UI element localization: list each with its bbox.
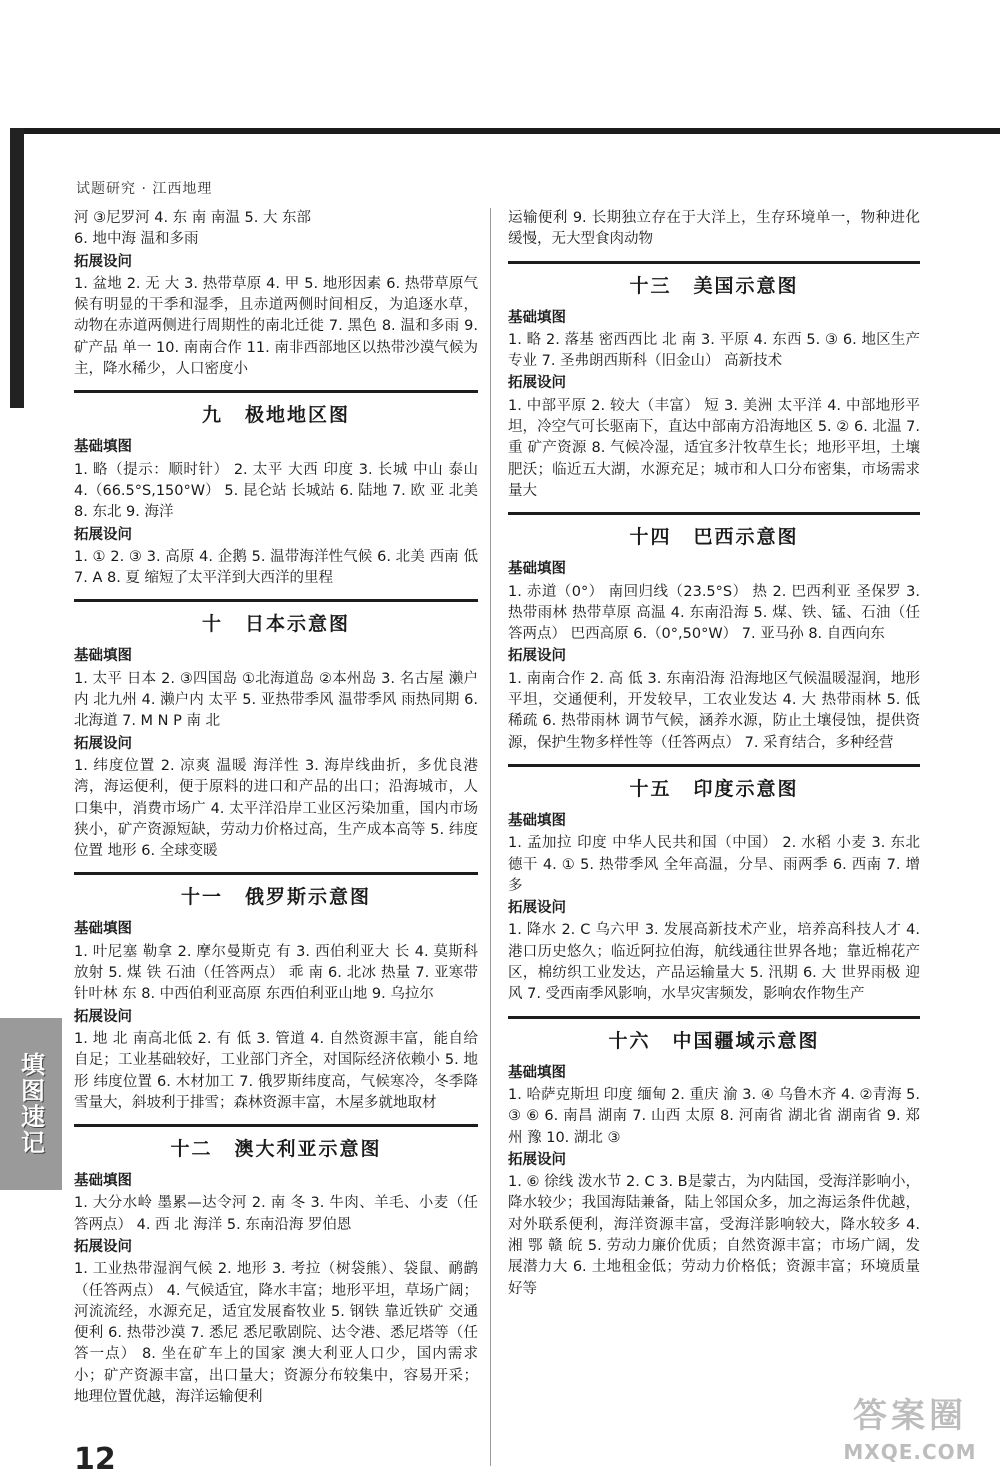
subheading-extension: 拓展设问: [74, 735, 132, 752]
section-name: 印度示意图: [693, 777, 799, 800]
answer-paragraph: 1. 纬度位置 2. 凉爽 温暖 海洋性 3. 海岸线曲折，多优良港湾，海运便利，便于原料的进口和产品的出口；沿海城市，人口集中，消费市场广 4. 太平洋沿岸工业区污染加重，国内市场狭小，矿产资源短缺，劳动力价格过高，生产成本高等 5. 纬度位置 地形 6. 全球变暖: [74, 757, 478, 860]
answer-paragraph: 1. 盆地 2. 无 大 3. 热带草原 4. 甲 5. 地形因素 6. 热带草原气候有明显的干季和湿季，且赤道两侧时间相反，为追逐水草，动物在赤道两侧进行周期性的南北迁徙 7. 黑色 8. 温和多雨 9. 矿产品 单一 10. 南南合作 11. 南非西部地区以热带沙漠气候为主，降水稀少，人口密度小: [74, 275, 478, 378]
intro-line: 运输便利 9. 长期独立存在于大洋上，生存环境单一，物种进化缓慢，无大型食肉动物: [508, 210, 920, 248]
answer-paragraph: 1. 哈萨克斯坦 印度 缅甸 2. 重庆 渝 3. ④ 乌鲁木齐 4. ②青海 5. ③ ⑥ 6. 南昌 湖南 7. 山西 太原 8. 河南省 湖北省 湖南省 9. 郑州 豫 10. 湖北 ③: [508, 1086, 920, 1146]
section-japan: [74, 599, 478, 862]
watermark-text: 答案圈: [853, 1396, 967, 1436]
section-name: 美国示意图: [693, 274, 799, 297]
intro-line: 河 ③尼罗河 4. 东 南 南温 5. 大 东部: [74, 210, 312, 226]
section-number: 十二: [170, 1138, 213, 1161]
left-column: [74, 208, 478, 1408]
subheading-basic: 基础填图: [508, 1064, 566, 1081]
answer-paragraph: 1. 中部平原 2. 较大（丰富） 短 3. 美洲 太平洋 4. 中部地形平坦，冷空气可长驱南下，直达中部南方沿海地区 5. ② 6. 北温 7. 重 矿产资源 8. 气候冷湿，适宜多汁牧草生长；地形平坦，土壤肥沃；临近五大湖，水源充足；城市和人口分布密集，市场需求量大: [508, 397, 920, 499]
side-tab: [0, 1018, 62, 1190]
section-number: 十五: [629, 777, 672, 800]
section-number: 十一: [180, 886, 223, 909]
intro-line: 6. 地中海 温和多雨: [74, 231, 199, 248]
subheading-basic: 基础填图: [508, 812, 566, 829]
subheading-extension: 拓展设问: [508, 648, 566, 665]
answer-paragraph: 1. 叶尼塞 勒拿 2. 摩尔曼斯克 有 3. 西伯利亚大 长 4. 莫斯科 放射 5. 煤 铁 石油（任答两点） 乖 南 6. 北冰 热量 7. 亚寒带针叶林 东 8. 中西伯利亚高原 东西伯利亚山地 9. 乌拉尔: [74, 943, 478, 1003]
subheading-basic: 基础填图: [508, 309, 566, 326]
section-brazil: [508, 512, 920, 754]
page-number: 12: [74, 1442, 116, 1477]
section-name: 俄罗斯示意图: [245, 886, 372, 909]
subheading-extension: 拓展设问: [74, 253, 132, 270]
section-number: 九: [201, 404, 223, 427]
answer-paragraph: 1. 赤道（0°） 南回归线（23.5°S） 热 2. 巴西利亚 圣保罗 3. 热带雨林 热带草原 高温 4. 东南沿海 5. 煤、铁、锰、石油（任答两点） 巴西高原 6.（0°,50°W） 7. 亚马孙 8. 自西向东: [508, 583, 920, 643]
section-number: 十三: [629, 274, 672, 297]
section-number: 十: [201, 613, 223, 636]
section-usa: [508, 261, 920, 503]
section-name: 日本示意图: [245, 613, 351, 636]
answer-paragraph: 1. 大分水岭 墨累—达令河 2. 南 冬 3. 牛肉、羊毛、小麦（任答两点） 4. 西 北 海洋 5. 东南沿海 罗伯恩: [74, 1195, 478, 1233]
section-name: 中国疆域示意图: [672, 1029, 820, 1052]
section-title: [74, 599, 478, 640]
answer-paragraph: 1. 南南合作 2. 高 低 3. 东南沿海 沿海地区气候温暖湿润，地形平坦，交通便利，开发较早，工农业发达 4. 大 热带雨林 5. 低 稀疏 6. 热带雨林 调节气候，涵养水源，防止土壤侵蚀，提供资源，保护生物多样性等（任答两点） 7. 采育结合，多种经营: [508, 670, 920, 751]
subheading-extension: 拓展设问: [74, 1238, 132, 1255]
answer-paragraph: 1. 降水 2. C 乌六甲 3. 发展高新技术产业，培养高科技人才 4. 港口历史悠久；临近阿拉伯海，航线通往世界各地；靠近棉花产区，棉纺织工业发达，产品运输量大 5. 汛期 6. 大 世界雨极 迎风 7. 受西南季风影响，水旱灾害频发，影响农作物生产: [508, 922, 920, 1003]
answer-paragraph: 1. 略（提示：顺时针） 2. 太平 大西 印度 3. 长城 中山 泰山 4.（66.5°S,150°W） 5. 昆仑站 长城站 6. 陆地 7. 欧 亚 北美 8. 东北 9. 海洋: [74, 461, 478, 521]
subheading-extension: 拓展设问: [74, 526, 132, 543]
answer-paragraph: 1. 地 北 南高北低 2. 有 低 3. 管道 4. 自然资源丰富，能自给自足；工业基础较好，工业部门齐全，对国际经济依赖小 5. 地形 纬度位置 6. 木材加工 7. 俄罗斯纬度高，气候寒冷，冬季降雪量大，斜坡利于排雪；森林资源丰富，木屋多就地取材: [74, 1030, 478, 1111]
subheading-basic: 基础填图: [74, 921, 132, 938]
section-india: [508, 764, 920, 1006]
subheading-extension: 拓展设问: [74, 1008, 132, 1025]
answer-paragraph: 1. 太平 日本 2. ③四国岛 ①北海道岛 ②本州岛 3. 名古屋 濑户内 北九州 4. 濑户内 太平 5. 亚热带季风 温带季风 雨热同期 6. 北海道 7. M N P 南 北: [74, 670, 478, 730]
answer-paragraph: 1. 工业热带湿润气候 2. 地形 3. 考拉（树袋熊）、袋鼠、鸸鹋（任答两点） 4. 气候适宜，降水丰富；地形平坦，草场广阔；河流流经，水源充足，适宜发展畜牧业 5. 钢铁 靠近铁矿 交通便利 6. 热带沙漠 7. 悉尼 悉尼歌剧院、达令港、悉尼塔等（任答一点） 8. 坐在矿车上的国家 澳大利亚人口少，国内需求小；矿产资源丰富，出口量大；资源分布较集中，容易开采；地理位置优越，海洋运输便利: [74, 1261, 478, 1406]
subheading-basic: 基础填图: [74, 1173, 132, 1190]
section-title: [74, 1124, 478, 1165]
subheading-basic: 基础填图: [74, 439, 132, 456]
side-tab-label: 填图速记: [16, 1052, 45, 1156]
section-name: 澳大利亚示意图: [234, 1138, 382, 1161]
section-name: 巴西示意图: [693, 526, 799, 549]
answer-paragraph: 1. ⑥ 徐线 泼水节 2. C 3. B是蒙古，为内陆国，受海洋影响小，降水较少；我国海陆兼备，陆上邻国众多，加之海运条件优越，对外联系便利，海洋资源丰富，受海洋影响较大，降水较多 4. 湘 鄂 赣 皖 5. 劳动力廉价优质；自然资源丰富；市场广阔，发展潜力大 6. 土地租金低；劳动力价格低；资源丰富；环境质量好等: [508, 1174, 920, 1297]
answer-paragraph: 1. ① 2. ③ 3. 高原 4. 企鹅 5. 温带海洋性气候 6. 北美 西南 低 7. A 8. 夏 缩短了太平洋到大西洋的里程: [74, 548, 478, 587]
subheading-basic: 基础填图: [74, 648, 132, 665]
watermark-logo: [830, 1398, 990, 1478]
section-title: [74, 872, 478, 913]
section-title: [508, 1016, 920, 1057]
section-name: 极地地区图: [245, 404, 351, 427]
subheading-extension: 拓展设问: [508, 900, 566, 917]
subheading-basic: 基础填图: [508, 561, 566, 578]
section-russia: [74, 872, 478, 1114]
section-number: 十四: [629, 526, 672, 549]
running-header: 试题研究 · 江西地理: [76, 181, 213, 197]
left-edge-bar: [10, 128, 24, 408]
section-title: [74, 390, 478, 431]
column-divider: [490, 208, 491, 1466]
right-column: [508, 208, 920, 1300]
section-polar: [74, 390, 478, 589]
subheading-extension: 拓展设问: [508, 1151, 566, 1168]
section-number: 十六: [608, 1029, 651, 1052]
top-rule: [18, 128, 1000, 134]
answer-paragraph: 1. 略 2. 落基 密西西比 北 南 3. 平原 4. 东西 5. ③ 6. 地区生产专业 7. 圣弗朗西斯科（旧金山） 高新技术: [508, 331, 920, 370]
section-australia: [74, 1124, 478, 1408]
section-title: [508, 512, 920, 553]
section-title: [508, 261, 920, 302]
watermark-url: MXQE.COM: [843, 1440, 977, 1464]
section-title: [508, 764, 920, 805]
subheading-extension: 拓展设问: [508, 375, 566, 392]
answer-paragraph: 1. 孟加拉 印度 中华人民共和国（中国） 2. 水稻 小麦 3. 东北 德干 4. ① 5. 热带季风 全年高温，分旱、雨两季 6. 西南 7. 增多: [508, 835, 920, 894]
section-china: [508, 1016, 920, 1300]
